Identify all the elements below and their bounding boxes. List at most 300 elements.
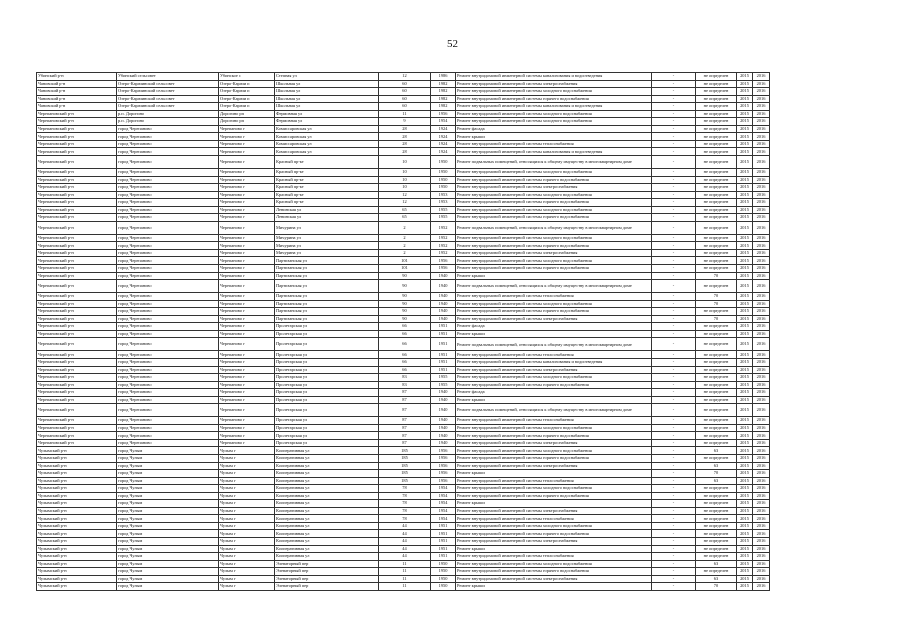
locality-cell: Черепаново г bbox=[219, 184, 275, 192]
end-year-cell: 2016 bbox=[753, 156, 770, 169]
dash-cell: - bbox=[652, 191, 696, 199]
street-cell: Элеваторный пер bbox=[275, 583, 379, 591]
value-cell: 70 bbox=[696, 583, 737, 591]
street-cell: Школьная ул bbox=[275, 103, 379, 111]
street-cell: Красный пр-кт bbox=[275, 184, 379, 192]
table-row bbox=[37, 148, 770, 156]
work-type-cell: Ремонт внутридомовой инженерной системы теплоснабжения bbox=[456, 293, 652, 301]
end-year-cell: 2016 bbox=[753, 199, 770, 207]
street-cell: Кооперативная ул bbox=[275, 507, 379, 515]
register-body bbox=[37, 73, 770, 591]
house-number-cell: 87 bbox=[379, 404, 431, 417]
settlement-cell: город Черепаново bbox=[117, 417, 219, 425]
locality-cell: Черепаново г bbox=[219, 133, 275, 141]
end-year-cell: 2016 bbox=[753, 389, 770, 397]
settlement-cell: Озеро-Карачинский сельсовет bbox=[117, 88, 219, 96]
start-year-cell: 2015 bbox=[737, 575, 753, 583]
street-cell: Кооперативная ул bbox=[275, 462, 379, 470]
district-cell: Черепановский р-н bbox=[37, 257, 117, 265]
dash-cell: - bbox=[652, 374, 696, 382]
locality-cell: Чулым г bbox=[219, 583, 275, 591]
work-type-cell: Ремонт внутридомовой инженерной системы холодного водоснабжения bbox=[456, 374, 652, 382]
street-cell: Пролетарская ул bbox=[275, 389, 379, 397]
house-number-cell: 28 bbox=[379, 125, 431, 133]
street-cell: Кооперативная ул bbox=[275, 470, 379, 478]
district-cell: Черепановский р-н bbox=[37, 125, 117, 133]
locality-cell: Озеро-Карачи п bbox=[219, 88, 275, 96]
dash-cell: - bbox=[652, 221, 696, 234]
street-cell: Пролетарская ул bbox=[275, 358, 379, 366]
house-number-cell: 90 bbox=[379, 300, 431, 308]
street-cell: Партизанская ул bbox=[275, 300, 379, 308]
dash-cell: - bbox=[652, 575, 696, 583]
district-cell: Черепановский р-н bbox=[37, 191, 117, 199]
settlement-cell: город Чулым bbox=[117, 530, 219, 538]
locality-cell: Черепаново г bbox=[219, 389, 275, 397]
house-number-cell: 60 bbox=[379, 95, 431, 103]
street-cell: Пролетарская ул bbox=[275, 404, 379, 417]
start-year-cell: 2015 bbox=[737, 234, 753, 242]
district-cell: Чулымский р-н bbox=[37, 545, 117, 553]
build-year-cell: 1940 bbox=[431, 417, 456, 425]
district-cell: Убинский р-н bbox=[37, 73, 117, 81]
district-cell: Черепановский р-н bbox=[37, 424, 117, 432]
settlement-cell: город Чулым bbox=[117, 462, 219, 470]
table-row bbox=[37, 553, 770, 561]
end-year-cell: 2016 bbox=[753, 366, 770, 374]
district-cell: Чулымский р-н bbox=[37, 447, 117, 455]
end-year-cell: 2016 bbox=[753, 424, 770, 432]
start-year-cell: 2015 bbox=[737, 176, 753, 184]
end-year-cell: 2016 bbox=[753, 462, 770, 470]
street-cell: Элеваторный пер bbox=[275, 575, 379, 583]
house-number-cell: 2 bbox=[379, 234, 431, 242]
locality-cell: Черепаново г bbox=[219, 214, 275, 222]
value-cell: не определен bbox=[696, 515, 737, 523]
end-year-cell: 2016 bbox=[753, 80, 770, 88]
work-type-cell: Ремонт внутридомовой инженерной системы холодного водоснабжения bbox=[456, 169, 652, 177]
table-row bbox=[37, 156, 770, 169]
start-year-cell: 2015 bbox=[737, 477, 753, 485]
street-cell: Красный пр-кт bbox=[275, 156, 379, 169]
build-year-cell: 1940 bbox=[431, 300, 456, 308]
build-year-cell: 1954 bbox=[431, 500, 456, 508]
district-cell: Черепановский р-н bbox=[37, 315, 117, 323]
value-cell: не определен bbox=[696, 553, 737, 561]
start-year-cell: 2015 bbox=[737, 118, 753, 126]
settlement-cell: Убинский сельсовет bbox=[117, 73, 219, 81]
locality-cell: Черепаново г bbox=[219, 206, 275, 214]
dash-cell: - bbox=[652, 110, 696, 118]
work-type-cell: Ремонт внутридомовой инженерной системы канализования и водоотведения bbox=[456, 148, 652, 156]
settlement-cell: город Черепаново bbox=[117, 140, 219, 148]
locality-cell: Чулым г bbox=[219, 545, 275, 553]
settlement-cell: город Черепаново bbox=[117, 315, 219, 323]
build-year-cell: 1951 bbox=[431, 351, 456, 359]
work-type-cell: Ремонт внутридомовой инженерной системы теплоснабжения bbox=[456, 553, 652, 561]
settlement-cell: город Черепаново bbox=[117, 366, 219, 374]
build-year-cell: 1951 bbox=[431, 358, 456, 366]
work-type-cell: Ремонт крыши bbox=[456, 470, 652, 478]
house-number-cell: 9 bbox=[379, 118, 431, 126]
settlement-cell: город Черепаново bbox=[117, 338, 219, 351]
house-number-cell: 60 bbox=[379, 103, 431, 111]
value-cell: не определен bbox=[696, 500, 737, 508]
district-cell: Чановский р-н bbox=[37, 103, 117, 111]
settlement-cell: город Чулым bbox=[117, 515, 219, 523]
settlement-cell: город Черепаново bbox=[117, 242, 219, 250]
value-cell: не определен bbox=[696, 366, 737, 374]
dash-cell: - bbox=[652, 470, 696, 478]
work-type-cell: Ремонт внутридомовой инженерной системы горячего водоснабжения bbox=[456, 381, 652, 389]
end-year-cell: 2016 bbox=[753, 103, 770, 111]
start-year-cell: 2015 bbox=[737, 184, 753, 192]
street-cell: Кооперативная ул bbox=[275, 553, 379, 561]
settlement-cell: город Чулым bbox=[117, 575, 219, 583]
build-year-cell: 1953 bbox=[431, 191, 456, 199]
house-number-cell: 44 bbox=[379, 537, 431, 545]
district-cell: Черепановский р-н bbox=[37, 156, 117, 169]
value-cell: 63 bbox=[696, 477, 737, 485]
end-year-cell: 2016 bbox=[753, 500, 770, 508]
end-year-cell: 2016 bbox=[753, 439, 770, 447]
end-year-cell: 2016 bbox=[753, 125, 770, 133]
house-number-cell: 10 bbox=[379, 156, 431, 169]
district-cell: Черепановский р-н bbox=[37, 330, 117, 338]
work-type-cell: Ремонт внутридомовой инженерной системы горячего водоснабжения bbox=[456, 308, 652, 316]
start-year-cell: 2015 bbox=[737, 73, 753, 81]
value-cell: не определен bbox=[696, 169, 737, 177]
end-year-cell: 2016 bbox=[753, 323, 770, 331]
locality-cell: Черепаново г bbox=[219, 404, 275, 417]
district-cell: Черепановский р-н bbox=[37, 199, 117, 207]
street-cell: Элеваторный пер bbox=[275, 560, 379, 568]
locality-cell: Черепаново г bbox=[219, 330, 275, 338]
table-row bbox=[37, 88, 770, 96]
value-cell: не определен bbox=[696, 110, 737, 118]
build-year-cell: 1956 bbox=[431, 454, 456, 462]
build-year-cell: 1924 bbox=[431, 125, 456, 133]
locality-cell: Черепаново г bbox=[219, 293, 275, 301]
dash-cell: - bbox=[652, 234, 696, 242]
street-cell: Кооперативная ул bbox=[275, 485, 379, 493]
value-cell: не определен bbox=[696, 568, 737, 576]
build-year-cell: 1951 bbox=[431, 338, 456, 351]
district-cell: Черепановский р-н bbox=[37, 242, 117, 250]
district-cell: Чановский р-н bbox=[37, 95, 117, 103]
locality-cell: Черепаново г bbox=[219, 323, 275, 331]
work-type-cell: Ремонт внутридомовой инженерной системы холодного водоснабжения bbox=[456, 88, 652, 96]
build-year-cell: 1952 bbox=[431, 249, 456, 257]
build-year-cell: 1956 bbox=[431, 447, 456, 455]
end-year-cell: 2016 bbox=[753, 148, 770, 156]
locality-cell: Черепаново г bbox=[219, 315, 275, 323]
work-type-cell: Ремонт внутридомовой инженерной системы горячего водоснабжения bbox=[456, 265, 652, 273]
dash-cell: - bbox=[652, 545, 696, 553]
end-year-cell: 2016 bbox=[753, 315, 770, 323]
build-year-cell: 1950 bbox=[431, 176, 456, 184]
end-year-cell: 2016 bbox=[753, 470, 770, 478]
work-type-cell: Ремонт внутридомовой инженерной системы холодного водоснабжения bbox=[456, 522, 652, 530]
settlement-cell: город Черепаново bbox=[117, 308, 219, 316]
start-year-cell: 2015 bbox=[737, 199, 753, 207]
work-type-cell: Ремонт внутридомовой инженерной системы горячего водоснабжения bbox=[456, 176, 652, 184]
value-cell: не определен bbox=[696, 73, 737, 81]
end-year-cell: 2016 bbox=[753, 169, 770, 177]
value-cell: не определен bbox=[696, 140, 737, 148]
house-number-cell: 66 bbox=[379, 323, 431, 331]
table-row bbox=[37, 439, 770, 447]
build-year-cell: 1956 bbox=[431, 257, 456, 265]
dash-cell: - bbox=[652, 73, 696, 81]
dash-cell: - bbox=[652, 351, 696, 359]
settlement-cell: город Черепаново bbox=[117, 424, 219, 432]
settlement-cell: город Черепаново bbox=[117, 184, 219, 192]
build-year-cell: 1940 bbox=[431, 308, 456, 316]
start-year-cell: 2015 bbox=[737, 500, 753, 508]
settlement-cell: город Черепаново bbox=[117, 293, 219, 301]
start-year-cell: 2015 bbox=[737, 88, 753, 96]
start-year-cell: 2015 bbox=[737, 293, 753, 301]
value-cell: 70 bbox=[696, 293, 737, 301]
work-type-cell: Ремонт внутридомовой инженерной системы электроснабжения bbox=[456, 537, 652, 545]
value-cell: не определен bbox=[696, 257, 737, 265]
value-cell: не определен bbox=[696, 389, 737, 397]
locality-cell: Черепаново г bbox=[219, 432, 275, 440]
table-row bbox=[37, 176, 770, 184]
page-number: 52 bbox=[447, 38, 458, 50]
street-cell: Кооперативная ул bbox=[275, 477, 379, 485]
street-cell: Партизанская ул bbox=[275, 272, 379, 280]
settlement-cell: город Черепаново bbox=[117, 221, 219, 234]
locality-cell: Черепаново г bbox=[219, 125, 275, 133]
house-number-cell: 12 bbox=[379, 191, 431, 199]
value-cell: не определен bbox=[696, 234, 737, 242]
district-cell: Черепановский р-н bbox=[37, 432, 117, 440]
value-cell: 70 bbox=[696, 300, 737, 308]
street-cell: Партизанская ул bbox=[275, 308, 379, 316]
build-year-cell: 1954 bbox=[431, 118, 456, 126]
settlement-cell: город Чулым bbox=[117, 454, 219, 462]
value-cell: не определен bbox=[696, 522, 737, 530]
locality-cell: Озеро-Карачи п bbox=[219, 80, 275, 88]
house-number-cell: 10 bbox=[379, 169, 431, 177]
build-year-cell: 1951 bbox=[431, 545, 456, 553]
settlement-cell: город Черепаново bbox=[117, 176, 219, 184]
start-year-cell: 2015 bbox=[737, 560, 753, 568]
work-type-cell: Ремонт внутридомовой инженерной системы электроснабжения bbox=[456, 80, 652, 88]
start-year-cell: 2015 bbox=[737, 404, 753, 417]
street-cell: Пролетарская ул bbox=[275, 351, 379, 359]
settlement-cell: город Черепаново bbox=[117, 234, 219, 242]
table-row bbox=[37, 545, 770, 553]
build-year-cell: 1956 bbox=[431, 110, 456, 118]
street-cell: Красный пр-кт bbox=[275, 199, 379, 207]
work-type-cell: Ремонт внутридомовой инженерной системы теплоснабжения bbox=[456, 417, 652, 425]
district-cell: Черепановский р-н bbox=[37, 389, 117, 397]
locality-cell: Чулым г bbox=[219, 447, 275, 455]
settlement-cell: город Черепаново bbox=[117, 280, 219, 293]
street-cell: Кооперативная ул bbox=[275, 530, 379, 538]
build-year-cell: 1955 bbox=[431, 206, 456, 214]
value-cell: не определен bbox=[696, 545, 737, 553]
table-row bbox=[37, 432, 770, 440]
dash-cell: - bbox=[652, 242, 696, 250]
locality-cell: Чулым г bbox=[219, 575, 275, 583]
street-cell: Школьная ул bbox=[275, 95, 379, 103]
start-year-cell: 2015 bbox=[737, 323, 753, 331]
work-type-cell: Ремонт внутридомовой инженерной системы горячего водоснабжения bbox=[456, 199, 652, 207]
start-year-cell: 2015 bbox=[737, 522, 753, 530]
house-number-cell: 90 bbox=[379, 308, 431, 316]
start-year-cell: 2015 bbox=[737, 214, 753, 222]
dash-cell: - bbox=[652, 156, 696, 169]
start-year-cell: 2015 bbox=[737, 257, 753, 265]
house-number-cell: 90 bbox=[379, 280, 431, 293]
build-year-cell: 1956 bbox=[431, 462, 456, 470]
house-number-cell: 87 bbox=[379, 389, 431, 397]
build-year-cell: 1956 bbox=[431, 265, 456, 273]
settlement-cell: город Черепаново bbox=[117, 249, 219, 257]
locality-cell: Черепаново г bbox=[219, 280, 275, 293]
work-type-cell: Ремонт фасада bbox=[456, 323, 652, 331]
start-year-cell: 2015 bbox=[737, 507, 753, 515]
start-year-cell: 2015 bbox=[737, 308, 753, 316]
dash-cell: - bbox=[652, 199, 696, 207]
street-cell: Кооперативная ул bbox=[275, 545, 379, 553]
value-cell: не определен bbox=[696, 424, 737, 432]
district-cell: Черепановский р-н bbox=[37, 358, 117, 366]
dash-cell: - bbox=[652, 169, 696, 177]
start-year-cell: 2015 bbox=[737, 485, 753, 493]
value-cell: 63 bbox=[696, 447, 737, 455]
work-type-cell: Ремонт фасада bbox=[456, 125, 652, 133]
table-row bbox=[37, 330, 770, 338]
settlement-cell: р.п. Дорогино bbox=[117, 110, 219, 118]
locality-cell: Черепаново г bbox=[219, 148, 275, 156]
locality-cell: Черепаново г bbox=[219, 439, 275, 447]
street-cell: Пролетарская ул bbox=[275, 381, 379, 389]
value-cell: не определен bbox=[696, 199, 737, 207]
settlement-cell: город Чулым bbox=[117, 522, 219, 530]
house-number-cell: 185 bbox=[379, 477, 431, 485]
district-cell: Чановский р-н bbox=[37, 80, 117, 88]
start-year-cell: 2015 bbox=[737, 454, 753, 462]
dash-cell: - bbox=[652, 537, 696, 545]
district-cell: Чулымский р-н bbox=[37, 485, 117, 493]
settlement-cell: город Черепаново bbox=[117, 404, 219, 417]
settlement-cell: город Черепаново bbox=[117, 300, 219, 308]
table-row bbox=[37, 221, 770, 234]
locality-cell: Озеро-Карачи п bbox=[219, 103, 275, 111]
settlement-cell: город Черепаново bbox=[117, 191, 219, 199]
street-cell: Пролетарская ул bbox=[275, 417, 379, 425]
house-number-cell: 44 bbox=[379, 545, 431, 553]
value-cell: не определен bbox=[696, 323, 737, 331]
build-year-cell: 1955 bbox=[431, 381, 456, 389]
end-year-cell: 2016 bbox=[753, 583, 770, 591]
work-type-cell: Ремонт внутридомовой инженерной системы горячего водоснабжения bbox=[456, 214, 652, 222]
dash-cell: - bbox=[652, 338, 696, 351]
locality-cell: Чулым г bbox=[219, 470, 275, 478]
dash-cell: - bbox=[652, 133, 696, 141]
dash-cell: - bbox=[652, 140, 696, 148]
street-cell: Комиссаровская ул bbox=[275, 125, 379, 133]
house-number-cell: 44 bbox=[379, 522, 431, 530]
work-type-cell: Ремонт подвальных помещений, относящихся к общему имуществу в многоквартирном доме bbox=[456, 404, 652, 417]
dash-cell: - bbox=[652, 530, 696, 538]
settlement-cell: город Чулым bbox=[117, 568, 219, 576]
district-cell: Черепановский р-н bbox=[37, 417, 117, 425]
district-cell: Черепановский р-н bbox=[37, 272, 117, 280]
build-year-cell: 1982 bbox=[431, 103, 456, 111]
build-year-cell: 1952 bbox=[431, 234, 456, 242]
start-year-cell: 2015 bbox=[737, 315, 753, 323]
start-year-cell: 2015 bbox=[737, 462, 753, 470]
value-cell: не определен bbox=[696, 80, 737, 88]
locality-cell: Чулым г bbox=[219, 507, 275, 515]
build-year-cell: 1956 bbox=[431, 470, 456, 478]
dash-cell: - bbox=[652, 358, 696, 366]
build-year-cell: 1940 bbox=[431, 389, 456, 397]
work-type-cell: Ремонт внутридомовой инженерной системы канализования и водоотведения bbox=[456, 73, 652, 81]
work-type-cell: Ремонт внутридомовой инженерной системы теплоснабжения bbox=[456, 351, 652, 359]
table-row bbox=[37, 515, 770, 523]
start-year-cell: 2015 bbox=[737, 133, 753, 141]
table-row bbox=[37, 462, 770, 470]
district-cell: Черепановский р-н bbox=[37, 234, 117, 242]
house-number-cell: 90 bbox=[379, 315, 431, 323]
district-cell: Черепановский р-н bbox=[37, 265, 117, 273]
end-year-cell: 2016 bbox=[753, 537, 770, 545]
settlement-cell: р.п. Дорогино bbox=[117, 118, 219, 126]
district-cell: Черепановский р-н bbox=[37, 110, 117, 118]
district-cell: Чулымский р-н bbox=[37, 522, 117, 530]
dash-cell: - bbox=[652, 323, 696, 331]
start-year-cell: 2015 bbox=[737, 110, 753, 118]
start-year-cell: 2015 bbox=[737, 530, 753, 538]
table-row bbox=[37, 389, 770, 397]
locality-cell: Черепаново г bbox=[219, 140, 275, 148]
house-number-cell: 78 bbox=[379, 485, 431, 493]
house-number-cell: 185 bbox=[379, 447, 431, 455]
settlement-cell: город Черепаново bbox=[117, 432, 219, 440]
build-year-cell: 1982 bbox=[431, 95, 456, 103]
street-cell: Кооперативная ул bbox=[275, 454, 379, 462]
value-cell: не определен bbox=[696, 374, 737, 382]
locality-cell: Чулым г bbox=[219, 477, 275, 485]
end-year-cell: 2016 bbox=[753, 308, 770, 316]
value-cell: не определен bbox=[696, 530, 737, 538]
build-year-cell: 1982 bbox=[431, 88, 456, 96]
start-year-cell: 2015 bbox=[737, 381, 753, 389]
build-year-cell: 1950 bbox=[431, 568, 456, 576]
settlement-cell: город Черепаново bbox=[117, 133, 219, 141]
dash-cell: - bbox=[652, 522, 696, 530]
district-cell: Чулымский р-н bbox=[37, 553, 117, 561]
locality-cell: Черепаново г bbox=[219, 358, 275, 366]
house-number-cell: 11 bbox=[379, 568, 431, 576]
value-cell: 63 bbox=[696, 575, 737, 583]
work-type-cell: Ремонт внутридомовой инженерной системы холодного водоснабжения bbox=[456, 560, 652, 568]
end-year-cell: 2016 bbox=[753, 221, 770, 234]
table-row bbox=[37, 583, 770, 591]
value-cell: не определен bbox=[696, 439, 737, 447]
value-cell: не определен bbox=[696, 214, 737, 222]
dash-cell: - bbox=[652, 330, 696, 338]
dash-cell: - bbox=[652, 492, 696, 500]
end-year-cell: 2016 bbox=[753, 530, 770, 538]
